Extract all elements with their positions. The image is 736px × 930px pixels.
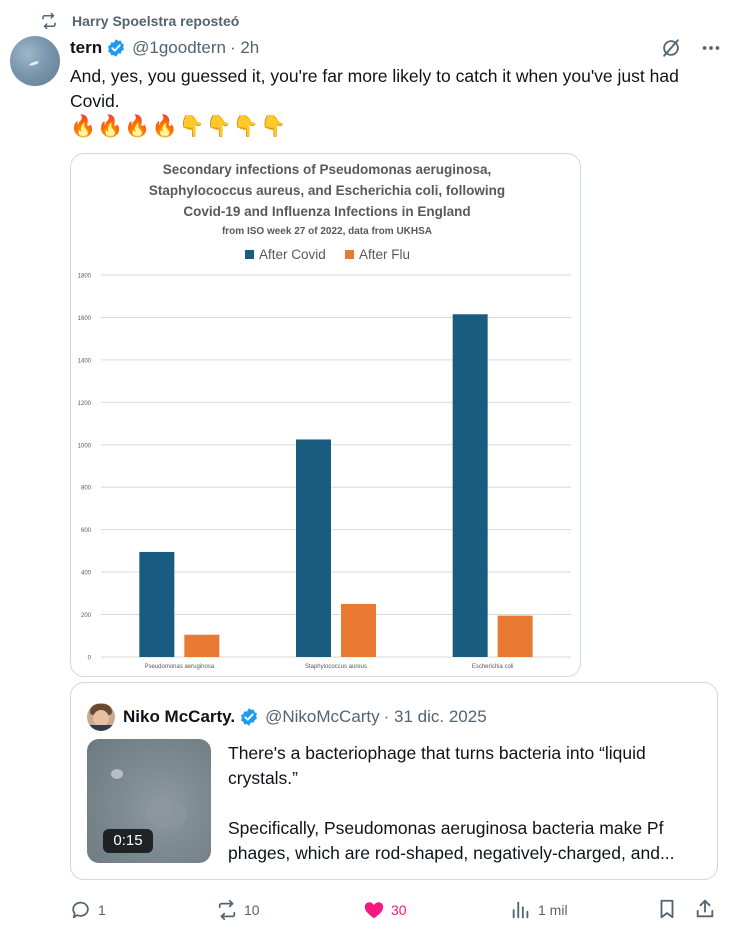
video-duration: 0:15 [103,829,153,853]
legend-label: After Covid [259,247,326,262]
views-button[interactable] [510,896,568,924]
more-options-icon[interactable] [700,37,722,59]
bar [498,616,533,657]
avatar-bird [29,61,39,67]
repost-count: 10 [244,902,260,918]
reply-button[interactable] [70,896,106,924]
x-category-label: Pseudomonas aeruginosa [144,664,215,670]
reply-count: 1 [98,902,106,918]
chart-title-line: Staphylococcus aureus, and Escherichia coli, following [148,183,506,198]
tweet-header [70,36,722,60]
y-tick-label: 1800 [77,273,91,280]
author-avatar[interactable] [10,36,60,86]
y-tick-label: 1200 [77,400,91,407]
quoted-avatar[interactable] [87,703,115,731]
legend-swatch [345,250,354,259]
chart-subtitle: from ISO week 27 of 2022, data from UKHSA [221,226,433,237]
bar [184,635,219,657]
quoted-paragraph: There's a bacteriophage that turns bacteria into “liquid crystals.” [228,743,646,788]
chart-title-line: Covid-19 and Influenza Infections in England [183,204,471,219]
repost-indicator[interactable] [40,10,239,32]
tweet-emojis: 🔥🔥🔥🔥👇👇👇👇 [70,115,288,138]
y-tick-label: 600 [80,528,91,535]
x-category-label: Escherichia coli [471,664,514,670]
verified-badge-icon [239,707,259,727]
chart-bars [139,314,532,657]
x-category-label: Staphylococcus aureus [304,664,368,670]
quoted-author-handle[interactable]: @NikoMcCarty [265,707,380,726]
tweet-time[interactable]: · 2h [229,38,260,57]
action-bar [70,896,718,924]
verified-badge-icon [106,38,126,58]
y-tick-label: 1600 [77,315,91,322]
microscopy-blur [147,799,187,829]
bar-chart [71,154,581,677]
y-tick-label: 1000 [77,443,91,450]
reply-icon [70,899,92,921]
quoted-author-name[interactable]: Niko McCarty. [123,707,236,726]
bar [341,604,376,657]
author-handle[interactable]: @1goodtern [132,38,226,57]
bar [453,314,488,657]
author-name[interactable]: tern [70,38,103,57]
quoted-header [87,703,487,731]
quoted-date[interactable]: · 31 dic. 2025 [383,707,487,726]
y-tick-label: 0 [87,655,91,662]
chart-title-line: Secondary infections of Pseudomonas aeruginosa, [162,162,492,177]
quoted-video-thumbnail[interactable] [87,739,211,863]
repost-icon [216,899,238,921]
quoted-paragraph: Specifically, Pseudomonas aeruginosa bacteria make Pf phages, which are rod-shaped, negatively-charged, and... [228,818,675,863]
grok-icon[interactable] [660,37,682,59]
legend-label: After Flu [359,247,411,262]
tweet-text: And, yes, you guessed it, you're far more likely to catch it when you've just had Covid. [70,66,679,111]
repost-icon [40,12,58,30]
y-tick-label: 800 [80,485,91,492]
chart-image[interactable] [70,153,581,677]
y-tick-label: 1400 [77,358,91,365]
bar [139,552,174,657]
legend-swatch [245,250,254,259]
bar [296,439,331,657]
bookmark-icon[interactable] [656,898,678,920]
share-icon[interactable] [694,898,716,920]
repost-text[interactable]: Harry Spoelstra reposteó [72,13,240,29]
avatar-shirt [87,725,115,731]
views-chart-icon [510,899,532,921]
y-tick-label: 400 [80,570,91,577]
heart-icon [363,899,385,921]
y-tick-label: 200 [80,613,91,620]
quoted-tweet[interactable] [70,682,718,880]
like-button[interactable] [363,896,407,924]
repost-button[interactable] [216,896,260,924]
views-count: 1 mil [538,902,568,918]
like-count: 30 [391,902,407,918]
quoted-text [228,741,698,866]
microscopy-spot [111,769,123,779]
